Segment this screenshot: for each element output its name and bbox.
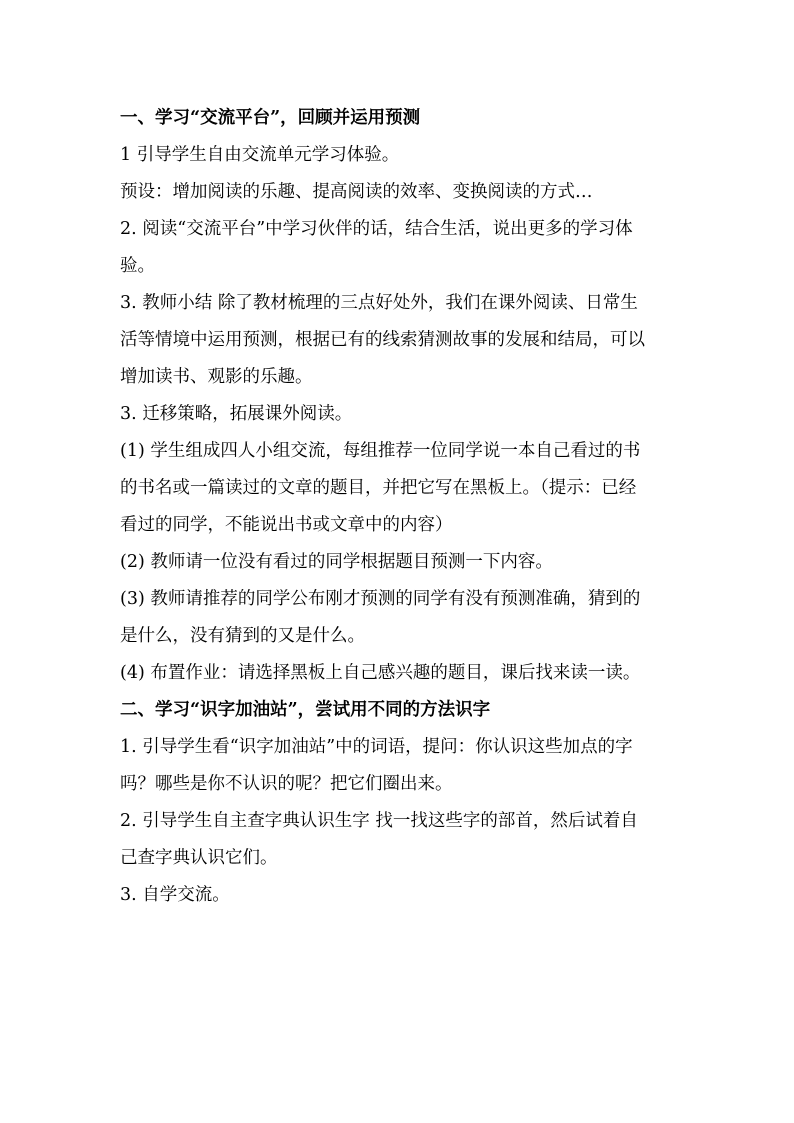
paragraph-line: 增加读书、观影的乐趣。 — [120, 367, 313, 387]
paragraph-line: 3. 迁移策略，拓展课外阅读。 — [120, 404, 353, 424]
section-heading-2: 二、学习“识字加油站”，尝试用不同的方法识字 — [120, 700, 491, 720]
paragraph-line: (2) 教师请一位没有看过的同学根据题目预测一下内容。 — [120, 552, 553, 572]
paragraph-line: 活等情境中运用预测，根据已有的线索猜测故事的发展和结局，可以 — [120, 330, 645, 350]
paragraph-line: (3) 教师请推荐的同学公布刚才预测的同学有没有预测准确，猜到的 — [120, 589, 641, 609]
paragraph-line: 1 引导学生自由交流单元学习体验。 — [120, 145, 400, 165]
paragraph-line: 的书名或一篇读过的文章的题目，并把它写在黑板上。（提示：已经 — [120, 478, 637, 498]
paragraph-line: 看过的同学，不能说出书或文章中的内容） — [120, 515, 453, 535]
paragraph-line: 验。 — [120, 256, 155, 276]
paragraph-line: 1. 引导学生看“识字加油站”中的词语，提问：你认识这些加点的字 — [120, 737, 633, 757]
paragraph-line: (1) 学生组成四人小组交流，每组推荐一位同学说一本自己看过的书 — [120, 441, 641, 461]
paragraph-line: 是什么，没有猜到的又是什么。 — [120, 626, 365, 646]
paragraph-line: 预设：增加阅读的乐趣、提高阅读的效率、变换阅读的方式… — [120, 182, 593, 202]
paragraph-line: 吗？哪些是你不认识的呢？把它们圈出来。 — [120, 774, 453, 794]
document-body — [120, 100, 680, 914]
paragraph-line: 2. 阅读“交流平台”中学习伙伴的话，结合生活，说出更多的学习体 — [120, 219, 633, 239]
paragraph-line: 己查字典认识它们。 — [120, 848, 278, 868]
section-heading-1: 一、学习“交流平台”，回顾并运用预测 — [120, 108, 421, 128]
paragraph-line: (4) 布置作业：请选择黑板上自己感兴趣的题目，课后找来读一读。 — [120, 663, 641, 683]
paragraph-line: 3. 自学交流。 — [120, 885, 230, 905]
paragraph-line: 3. 教师小结 除了教材梳理的三点好处外，我们在课外阅读、日常生 — [120, 293, 638, 313]
paragraph-line: 2. 引导学生自主查字典认识生字 找一找这些字的部首，然后试着自 — [120, 811, 638, 831]
